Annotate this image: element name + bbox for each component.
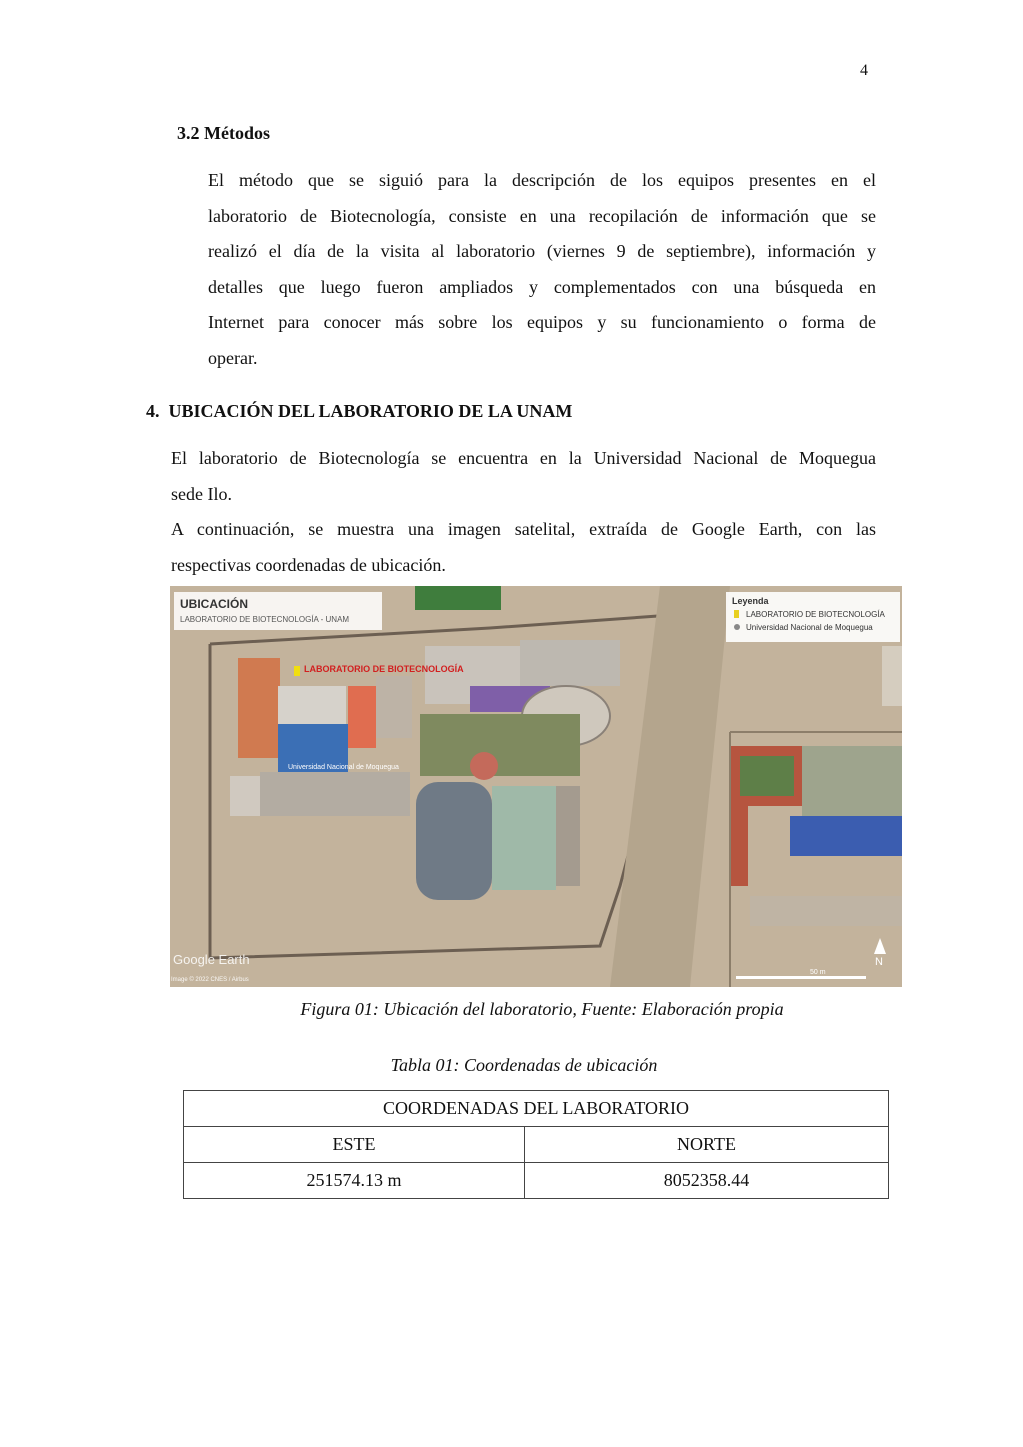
value-este: 251574.13 m [184, 1163, 525, 1199]
place-label: Universidad Nacional de Moquegua [288, 764, 399, 771]
paragraph-line: Internet para conocer más sobre los equipos y su funcionamiento o forma de [208, 312, 876, 332]
table-header: COORDENADAS DEL LABORATORIO [184, 1091, 889, 1127]
section-4-heading: 4. UBICACIÓN DEL LABORATORIO DE LA UNAM [146, 401, 573, 421]
table-row [184, 1091, 889, 1127]
paragraph-line: El laboratorio de Biotecnología se encuentra en la Universidad Nacional de Moquegua [171, 448, 876, 468]
paragraph-line: laboratorio de Biotecnología, consiste en una recopilación de información que se [208, 205, 876, 226]
map-legend [726, 592, 900, 642]
satellite-image [170, 586, 902, 987]
location-paragraph [171, 441, 876, 583]
table-row [184, 1127, 889, 1163]
north-arrow-icon [874, 938, 886, 954]
coordinates-table [183, 1090, 889, 1199]
methods-paragraph [208, 163, 876, 376]
figure-caption: Figura 01: Ubicación del laboratorio, Fuente: Elaboración propia [300, 999, 784, 1019]
pin-icon [294, 666, 300, 676]
map-subtitle: LABORATORIO DE BIOTECNOLOGÍA - UNAM [180, 615, 350, 624]
section-3-2-heading: 3.2 Métodos [177, 123, 270, 143]
legend-title: Leyenda [732, 596, 769, 606]
legend-item-lab: LABORATORIO DE BIOTECNOLOGÍA [746, 610, 885, 619]
table-row [184, 1163, 889, 1199]
paragraph-line: respectivas coordenadas de ubicación. [171, 554, 446, 575]
value-norte: 8052358.44 [525, 1163, 889, 1199]
map-title-box [174, 592, 382, 630]
scale-bar [736, 976, 866, 979]
column-este: ESTE [184, 1127, 525, 1163]
paragraph-line: detalles que luego fueron ampliados y complementados con una búsqueda en [208, 276, 876, 297]
place-marker-icon [734, 624, 740, 630]
paragraph-line: operar. [208, 347, 258, 368]
paragraph-line: A continuación, se muestra una imagen satelital, extraída de Google Earth, con las [171, 519, 876, 539]
pin-label: LABORATORIO DE BIOTECNOLOGÍA [304, 664, 464, 674]
column-norte: NORTE [525, 1127, 889, 1163]
paragraph-line: realizó el día de la visita al laboratorio (viernes 9 de septiembre), información y [208, 241, 876, 261]
page-number: 4 [860, 62, 868, 79]
image-credit: Image © 2022 CNES / Airbus [171, 977, 249, 983]
scale-label: 50 m [810, 969, 826, 976]
map-title: UBICACIÓN [180, 597, 248, 611]
north-label: N [875, 956, 883, 968]
table-caption: Tabla 01: Coordenadas de ubicación [390, 1055, 658, 1075]
paragraph-line: sede Ilo. [171, 483, 232, 504]
paragraph-line: El método que se siguió para la descripción de los equipos presentes en el [208, 170, 876, 190]
legend-item-university: Universidad Nacional de Moquegua [746, 623, 873, 632]
pin-icon [734, 610, 739, 618]
google-earth-watermark: Google Earth [173, 952, 250, 967]
satellite-terrain [170, 586, 902, 987]
